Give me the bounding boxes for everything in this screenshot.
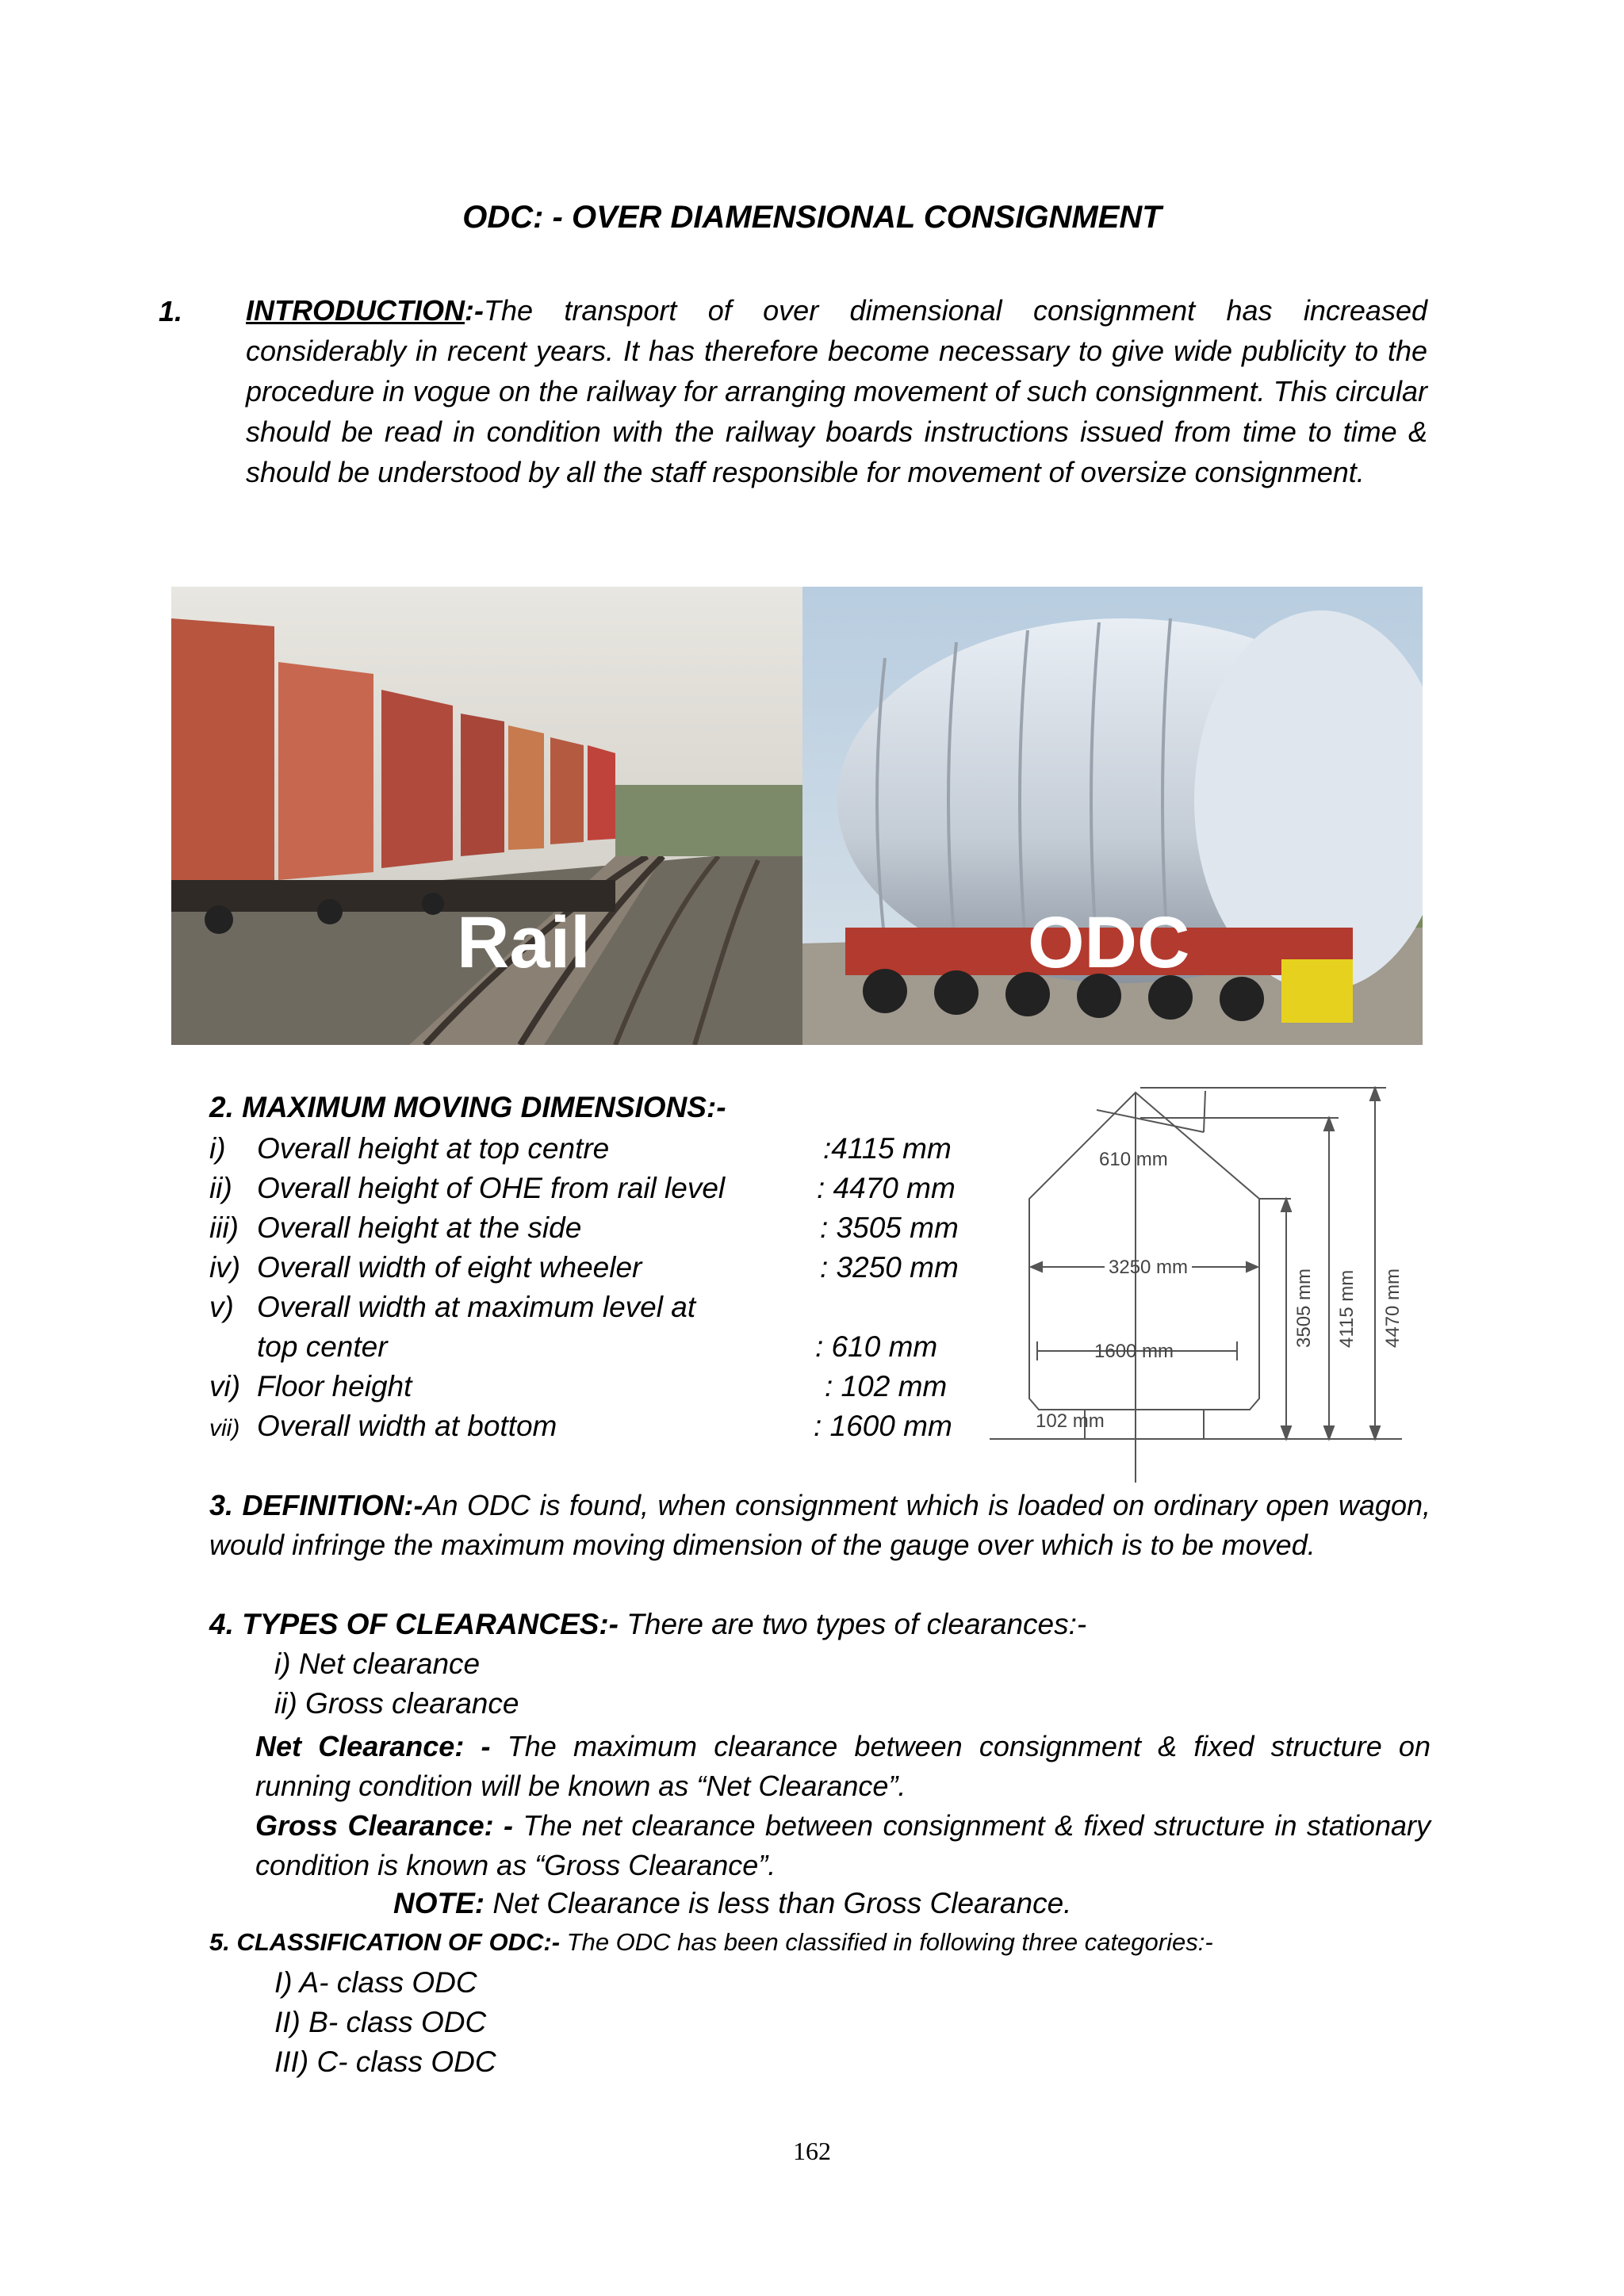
- note-text: Net Clearance is less than Gross Clearance.: [485, 1887, 1072, 1919]
- dimension-row: [209, 1132, 609, 1165]
- dimensions-heading: 2. MAXIMUM MOVING DIMENSIONS:-: [209, 1091, 726, 1123]
- dimension-label: Floor height: [257, 1370, 412, 1402]
- dimension-row: [209, 1251, 642, 1284]
- classification-item: III) C- class ODC: [274, 2045, 496, 2078]
- dimension-num: i): [209, 1132, 226, 1165]
- dimension-row: [209, 1211, 581, 1245]
- rail-odc-photo: [171, 587, 1423, 1045]
- classification-item: II) B- class ODC: [274, 2006, 487, 2038]
- clearances-line: [209, 1608, 1086, 1641]
- note-label: NOTE:: [393, 1887, 485, 1919]
- net-clearance-paragraph: [255, 1727, 1431, 1806]
- intro-paragraph: [246, 290, 1427, 492]
- dimension-value: : 4470 mm: [817, 1172, 956, 1204]
- dimension-label: Overall height of OHE from rail level: [257, 1172, 726, 1204]
- dimension-num: ii): [209, 1172, 232, 1204]
- clearances-text: There are two types of clearances:-: [619, 1608, 1087, 1640]
- dimension-value: : 3505 mm: [820, 1211, 959, 1244]
- diagram-max-width: 3250 mm: [1109, 1257, 1189, 1278]
- gauge-diagram: [990, 1086, 1418, 1483]
- diagram-bottom-width: 1600 mm: [1094, 1341, 1174, 1362]
- diagram-ohe-height: 4470 mm: [1382, 1268, 1404, 1348]
- dimension-row: [209, 1410, 557, 1443]
- dimension-num: vii): [209, 1415, 240, 1441]
- dimension-row: [209, 1172, 725, 1205]
- classification-line: [209, 1928, 1213, 1957]
- section-number: 1.: [159, 295, 183, 327]
- classification-heading: 5. CLASSIFICATION OF ODC:-: [209, 1928, 561, 1956]
- diagram-centre-height: 4115 mm: [1336, 1269, 1358, 1348]
- net-clearance-label: Net Clearance: -: [255, 1730, 491, 1762]
- dimension-label: Overall height at top centre: [257, 1132, 610, 1165]
- dimension-row: [209, 1330, 388, 1364]
- intro-heading: INTRODUCTION: [246, 294, 465, 327]
- diagram-floor-height: 102 mm: [1036, 1410, 1105, 1432]
- intro-text: The transport of over dimensional consignment has increased considerably in recent years. It has therefore become necessary to give wide publicity to the procedure in vogue on the railway for arranging movement of such consignment. This circular should be read in condition with the railway boards instructions issued from time to time & should be understood by all the staff responsible for movement of oversize consignment.: [246, 294, 1427, 488]
- dimension-value: : 610 mm: [815, 1330, 938, 1363]
- dimension-num: iv): [209, 1251, 241, 1284]
- dimension-num: iii): [209, 1211, 239, 1244]
- dimension-value: : 1600 mm: [814, 1410, 952, 1442]
- dimension-label: Overall width at maximum level at: [257, 1291, 696, 1323]
- diagram-top-width: 610 mm: [1099, 1149, 1168, 1170]
- gross-clearance-text: The net clearance between consignment & fixed structure in stationary condition is known as “Gross Clearance”.: [255, 1809, 1431, 1881]
- dimension-num: vi): [209, 1370, 241, 1402]
- gross-clearance-paragraph: [255, 1806, 1431, 1885]
- dimension-num: v): [209, 1291, 234, 1323]
- dimension-value: : 102 mm: [825, 1370, 948, 1402]
- dimension-row: [209, 1370, 412, 1403]
- clearance-item: i) Net clearance: [274, 1647, 481, 1680]
- dimension-label: Overall width at bottom: [257, 1410, 557, 1442]
- dimension-value: : 3250 mm: [820, 1251, 959, 1284]
- rail-photo-label: Rail: [457, 902, 591, 983]
- dimension-value: :4115 mm: [823, 1132, 952, 1165]
- dimension-row: [209, 1291, 695, 1324]
- classification-item: I) A- class ODC: [274, 1966, 477, 1999]
- definition-text: An ODC is found, when consignment which is loaded on ordinary open wagon, would infringe the maximum moving dimension of the gauge over which is to be moved.: [209, 1489, 1431, 1561]
- page-title: ODC: - OVER DIAMENSIONAL CONSIGNMENT: [462, 200, 1162, 235]
- diagram-side-height: 3505 mm: [1293, 1268, 1315, 1348]
- clearances-heading: 4. TYPES OF CLEARANCES:-: [209, 1608, 619, 1640]
- classification-text: The ODC has been classified in following three categories:-: [560, 1928, 1213, 1956]
- net-clearance-text: The maximum clearance between consignment & fixed structure on running condition will be known as “Net Clearance”.: [255, 1730, 1431, 1802]
- dimension-label: Overall width of eight wheeler: [257, 1251, 642, 1284]
- definition-paragraph: [209, 1486, 1431, 1565]
- gross-clearance-label: Gross Clearance: -: [255, 1809, 514, 1842]
- clearance-item: ii) Gross clearance: [274, 1687, 519, 1720]
- dimension-label: Overall height at the side: [257, 1211, 582, 1244]
- intro-colon: :-: [464, 294, 484, 327]
- dimension-label: top center: [257, 1330, 388, 1363]
- page-number: 162: [793, 2137, 831, 2165]
- note-line: [393, 1887, 1071, 1920]
- definition-heading: 3. DEFINITION:-: [209, 1489, 423, 1521]
- odc-photo-label: ODC: [1028, 902, 1190, 983]
